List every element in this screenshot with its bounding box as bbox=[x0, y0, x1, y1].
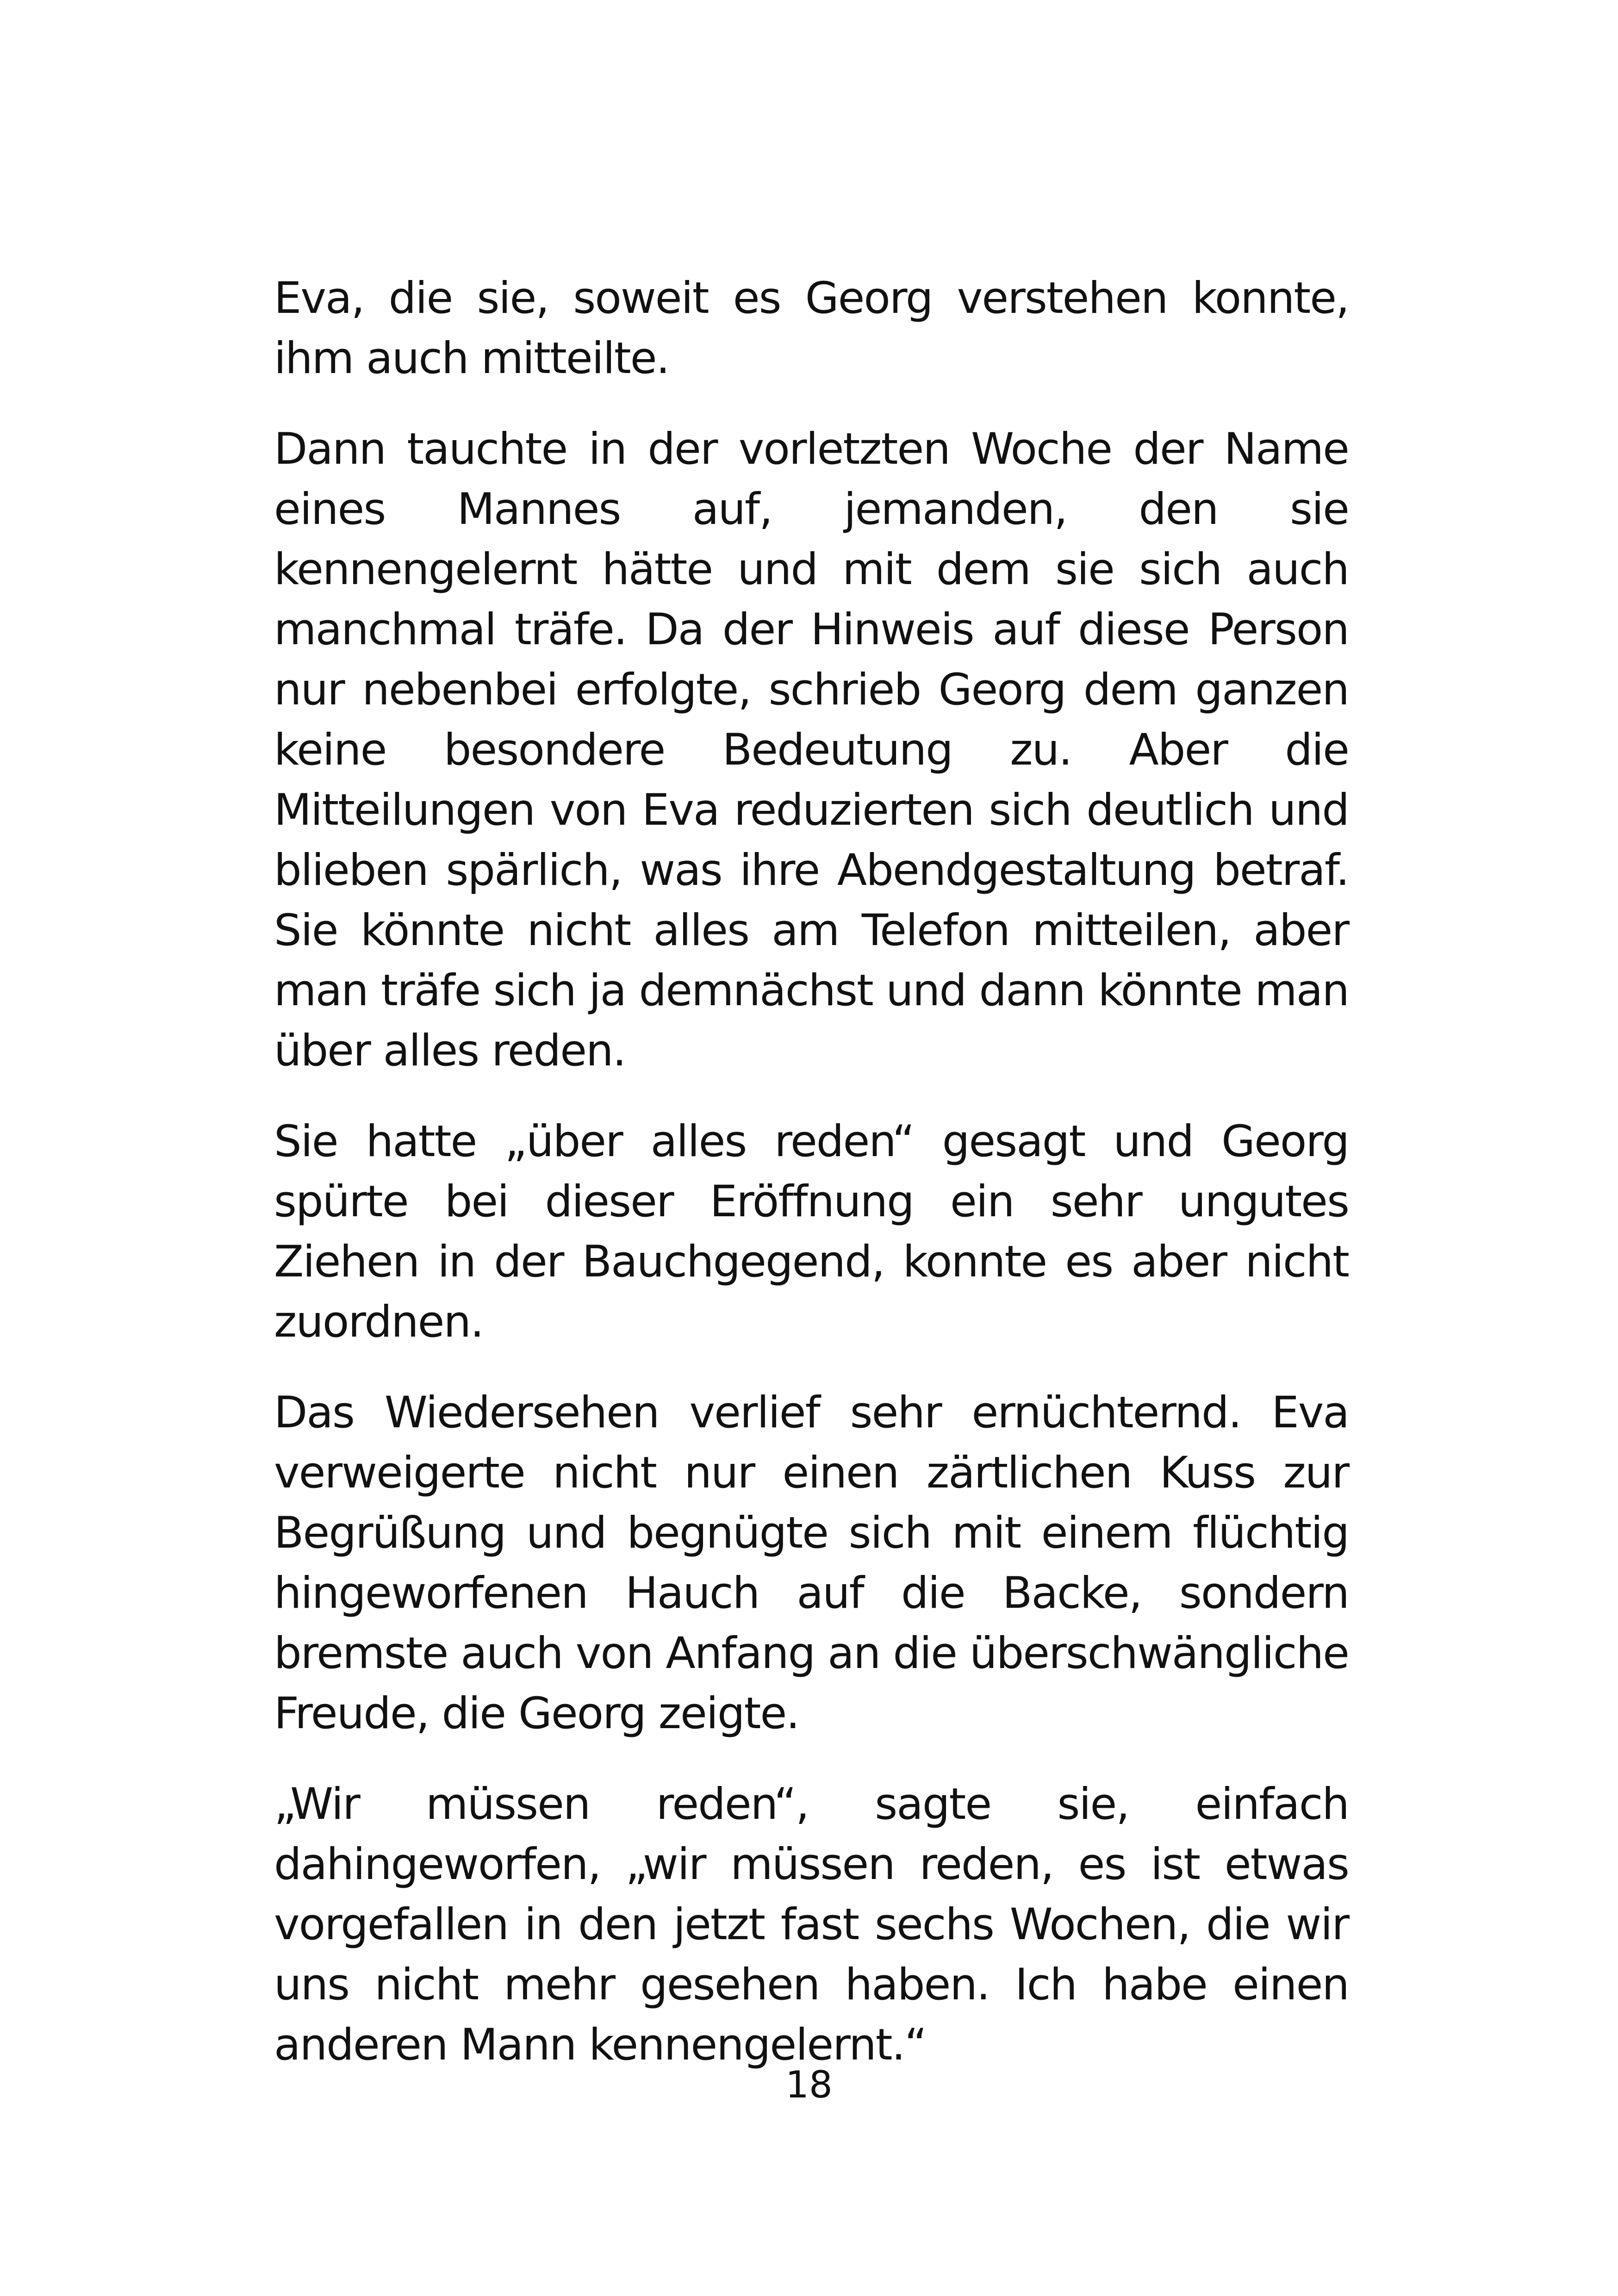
page-number: 18 bbox=[785, 2063, 833, 2106]
paragraph-5: „Wir müssen reden“, sagte sie, einfach dahingeworfen, „wir müssen reden, es ist etwas vorgefallen in den jetzt fast sechs Wochen, die wir uns nicht mehr gesehen haben. Ich habe einen anderen Mann kennengelernt.“ bbox=[274, 1779, 1349, 2070]
page-body-text bbox=[274, 268, 1349, 2106]
paragraph-3: Sie hatte „über alles reden“ gesagt und Georg spürte bei dieser Eröffnung ein sehr ungutes Ziehen in der Bauchgegend, konnte es aber nicht zuordnen. bbox=[274, 1116, 1349, 1347]
paragraph-1: Eva, die sie, soweit es Georg verstehen konnte, ihm auch mitteilte. bbox=[274, 273, 1349, 384]
paragraph-2: Dann tauchte in der vorletzten Woche der Name eines Mannes auf, jemanden, den sie kennengelernt hätte und mit dem sie sich auch manchmal träfe. Da der Hinweis auf diese Person nur nebenbei erfolgte, schrieb Georg dem ganzen keine besondere Bedeutung zu. Aber die Mitteilungen von Eva reduzierten sich deutlich und blieben spärlich, was ihre Abendgestaltung betraf. Sie könnte nicht alles am Telefon mitteilen, aber man träfe sich ja demnächst und dann könnte man über alles reden. bbox=[274, 424, 1349, 1076]
paragraph-4: Das Wiedersehen verlief sehr ernüchternd. Eva verweigerte nicht nur einen zärtlichen Kuss zur Begrüßung und begnügte sich mit einem flüchtig hingeworfenen Hauch auf die Backe, sondern bremste auch von Anfang an die überschwängliche Freude, die Georg zeigte. bbox=[274, 1388, 1349, 1739]
